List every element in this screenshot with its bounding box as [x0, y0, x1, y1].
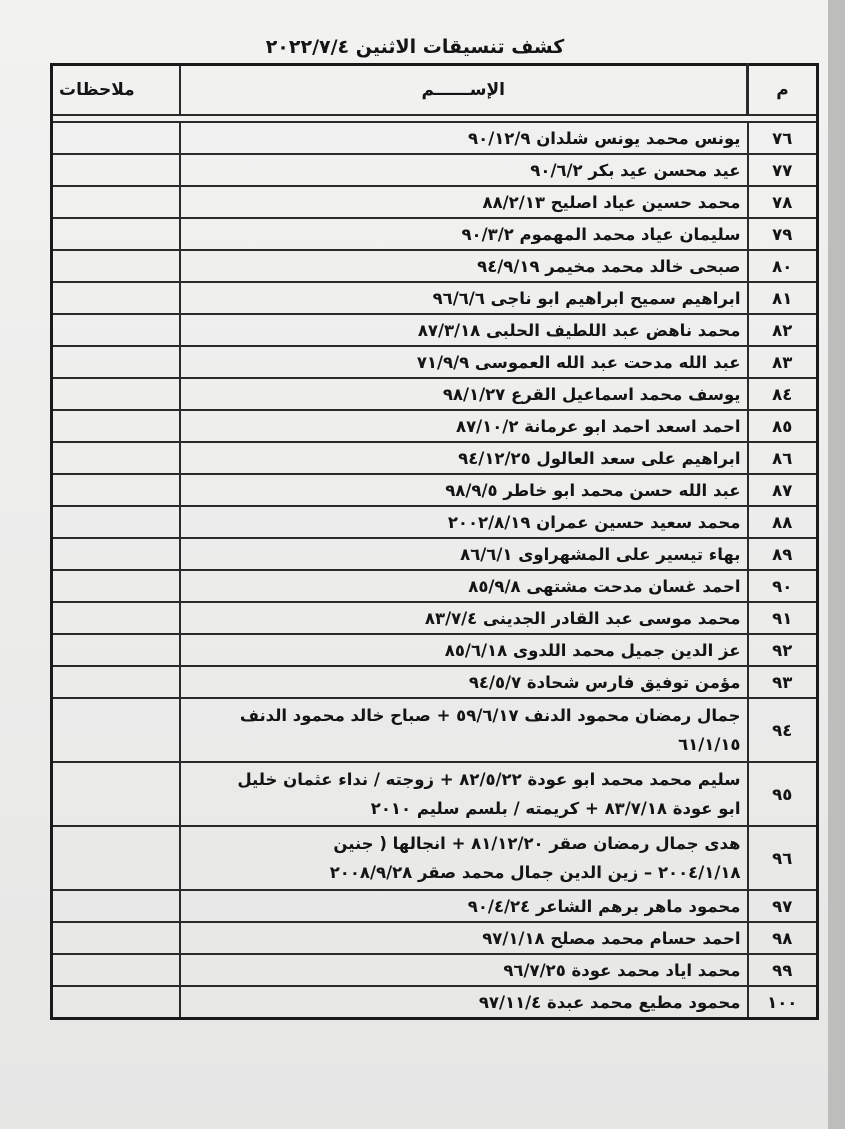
row-number: ٧٧ [748, 154, 818, 186]
row-name: هدى جمال رمضان صقر ٨١/١٢/٢٠ + انجالها ( جنين ٢٠٠٤/١/١٨ – زين الدين جمال محمد صقر ٢٠٠٨/٩/٢٨ [180, 826, 748, 890]
header-notes: ملاحظات [52, 65, 180, 116]
row-number: ٨٧ [748, 474, 818, 506]
row-notes [52, 250, 180, 282]
row-number: ٩١ [748, 602, 818, 634]
header-name: الإســــــم [180, 65, 748, 116]
table-row [52, 922, 818, 954]
row-notes [52, 634, 180, 666]
row-name: محمد ناهض عبد اللطيف الحلبى ٨٧/٣/١٨ [180, 314, 748, 346]
row-notes [52, 154, 180, 186]
row-name: يونس محمد يونس شلدان ٩٠/١٢/٩ [180, 122, 748, 154]
table-row [52, 506, 818, 538]
header-number: م [748, 65, 818, 116]
table-row [52, 698, 818, 762]
row-name: عبد الله حسن محمد ابو خاطر ٩٨/٩/٥ [180, 474, 748, 506]
table-row [52, 378, 818, 410]
table-row [52, 314, 818, 346]
row-notes [52, 570, 180, 602]
row-name: ابراهيم سميح ابراهيم ابو ناجى ٩٦/٦/٦ [180, 282, 748, 314]
row-name: محمد حسين عياد اصليح ٨٨/٢/١٣ [180, 186, 748, 218]
row-number: ٨٥ [748, 410, 818, 442]
table-row [52, 186, 818, 218]
table-header-row [52, 65, 818, 116]
row-number: ٩٠ [748, 570, 818, 602]
table-row [52, 890, 818, 922]
table-row [52, 154, 818, 186]
table-row [52, 218, 818, 250]
row-notes [52, 410, 180, 442]
row-name: سليم محمد محمد ابو عودة ٨٢/٥/٢٢ + زوجته / نداء عثمان خليل ابو عودة ٨٣/٧/١٨ + كريمته / بلسم سليم ٢٠١٠ [180, 762, 748, 826]
table-row [52, 634, 818, 666]
table-row [52, 986, 818, 1019]
row-number: ٨١ [748, 282, 818, 314]
row-name: عبد الله مدحت عبد الله العموسى ٧١/٩/٩ [180, 346, 748, 378]
row-notes [52, 186, 180, 218]
row-number: ٩٣ [748, 666, 818, 698]
row-name: جمال رمضان محمود الدنف ٥٩/٦/١٧ + صباح خالد محمود الدنف ٦١/١/١٥ [180, 698, 748, 762]
row-number: ٧٩ [748, 218, 818, 250]
row-name: محمد سعيد حسين عمران ٢٠٠٢/٨/١٩ [180, 506, 748, 538]
row-name: محمود ماهر برهم الشاعر ٩٠/٤/٢٤ [180, 890, 748, 922]
table-row [52, 250, 818, 282]
row-notes [52, 346, 180, 378]
row-notes [52, 122, 180, 154]
table-row [52, 826, 818, 890]
row-name: احمد اسعد احمد ابو عرمانة ٨٧/١٠/٢ [180, 410, 748, 442]
row-name: مؤمن توفيق فارس شحادة ٩٤/٥/٧ [180, 666, 748, 698]
row-number: ٨٤ [748, 378, 818, 410]
row-notes [52, 314, 180, 346]
row-number: ٨٩ [748, 538, 818, 570]
row-number: ٨٢ [748, 314, 818, 346]
row-name: بهاء تيسير على المشهراوى ٨٦/٦/١ [180, 538, 748, 570]
row-notes [52, 602, 180, 634]
row-name: عز الدين جميل محمد اللدوى ٨٥/٦/١٨ [180, 634, 748, 666]
row-notes [52, 986, 180, 1019]
row-notes [52, 538, 180, 570]
row-notes [52, 218, 180, 250]
row-name: عيد محسن عيد بكر ٩٠/٦/٢ [180, 154, 748, 186]
row-notes [52, 666, 180, 698]
row-number: ٨٨ [748, 506, 818, 538]
table-body [52, 115, 818, 1019]
row-number: ٨٣ [748, 346, 818, 378]
row-name: احمد حسام محمد مصلح ٩٧/١/١٨ [180, 922, 748, 954]
table-row [52, 538, 818, 570]
row-notes [52, 954, 180, 986]
row-number: ٨٠ [748, 250, 818, 282]
row-name: محمد اياد محمد عودة ٩٦/٧/٢٥ [180, 954, 748, 986]
row-number: ٩٨ [748, 922, 818, 954]
row-name: يوسف محمد اسماعيل القرع ٩٨/١/٢٧ [180, 378, 748, 410]
row-number: ٩٥ [748, 762, 818, 826]
row-number: ٩٢ [748, 634, 818, 666]
row-notes [52, 474, 180, 506]
page-edge [828, 0, 845, 1129]
row-number: ٧٦ [748, 122, 818, 154]
header-gap [52, 115, 818, 122]
table-row [52, 474, 818, 506]
row-notes [52, 282, 180, 314]
row-notes [52, 762, 180, 826]
row-name: احمد غسان مدحت مشتهى ٨٥/٩/٨ [180, 570, 748, 602]
table-row [52, 282, 818, 314]
row-number: ٩٤ [748, 698, 818, 762]
table-row [52, 602, 818, 634]
row-notes [52, 442, 180, 474]
row-notes [52, 698, 180, 762]
document-title: كشف تنسيقات الاثنين ٢٠٢٢/٧/٤ [265, 36, 565, 58]
row-notes [52, 890, 180, 922]
table-row [52, 666, 818, 698]
row-number: ٧٨ [748, 186, 818, 218]
row-number: ٩٦ [748, 826, 818, 890]
row-number: ٩٧ [748, 890, 818, 922]
names-table [50, 63, 819, 1020]
table-row [52, 122, 818, 154]
row-name: سليمان عياد محمد المهموم ٩٠/٣/٢ [180, 218, 748, 250]
row-number: ١٠٠ [748, 986, 818, 1019]
row-notes [52, 378, 180, 410]
row-number: ٩٩ [748, 954, 818, 986]
row-number: ٨٦ [748, 442, 818, 474]
row-notes [52, 922, 180, 954]
row-name: ابراهيم على سعد العالول ٩٤/١٢/٢٥ [180, 442, 748, 474]
row-name: محمد موسى عبد القادر الجدينى ٨٣/٧/٤ [180, 602, 748, 634]
row-notes [52, 506, 180, 538]
table-row [52, 954, 818, 986]
table-row [52, 762, 818, 826]
table-row [52, 346, 818, 378]
table-row [52, 570, 818, 602]
table-row [52, 410, 818, 442]
row-name: محمود مطيع محمد عبدة ٩٧/١١/٤ [180, 986, 748, 1019]
table-row [52, 442, 818, 474]
row-notes [52, 826, 180, 890]
row-name: صبحى خالد محمد مخيمر ٩٤/٩/١٩ [180, 250, 748, 282]
